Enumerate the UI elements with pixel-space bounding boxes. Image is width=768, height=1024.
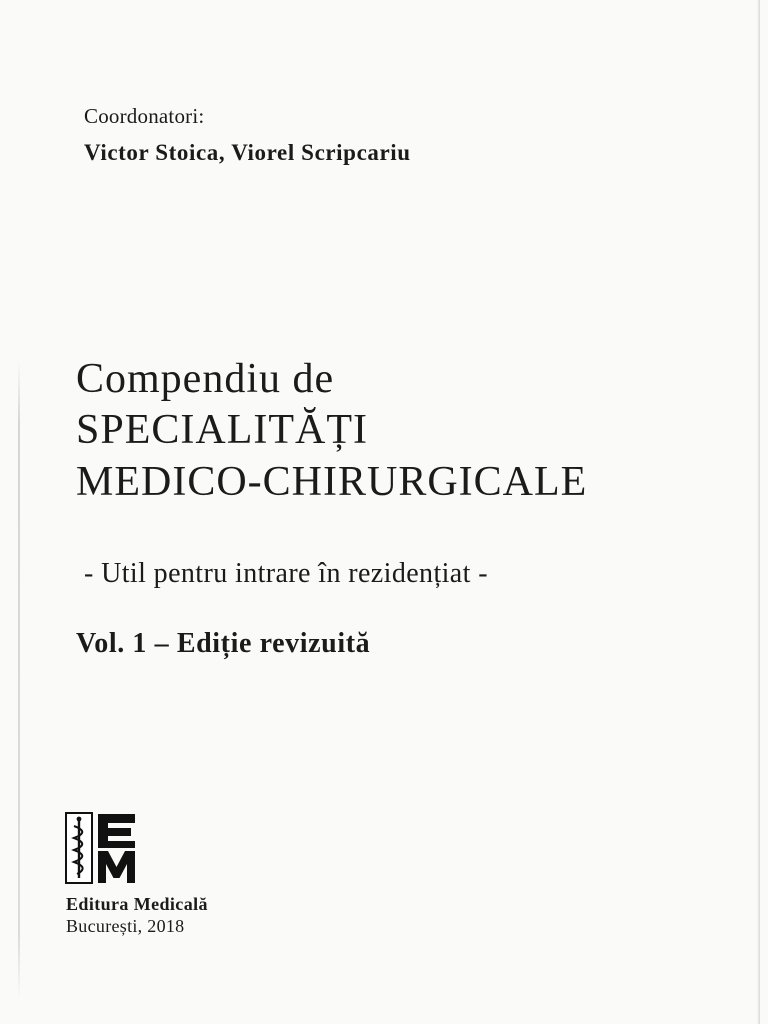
title-line-3: MEDICO-CHIRURGICALE <box>76 459 588 505</box>
title-line-2: SPECIALITĂȚI <box>76 407 368 453</box>
page-edge-shadow-left <box>18 360 20 1000</box>
volume-edition: Vol. 1 – Ediție revizuită <box>76 628 371 659</box>
page-edge-shadow-right <box>757 0 760 1024</box>
publisher-location-year: București, 2018 <box>66 916 185 936</box>
em-publisher-logo-icon <box>65 812 137 884</box>
coordinators-names: Victor Stoica, Viorel Scripcariu <box>84 140 411 165</box>
book-subtitle: - Util pentru intrare în rezidențiat - <box>84 558 488 589</box>
coordinators-label: Coordonatori: <box>84 104 205 128</box>
book-title <box>76 354 587 508</box>
publisher-name: Editura Medicală <box>66 894 208 914</box>
title-line-1: Compendiu de <box>76 356 335 402</box>
